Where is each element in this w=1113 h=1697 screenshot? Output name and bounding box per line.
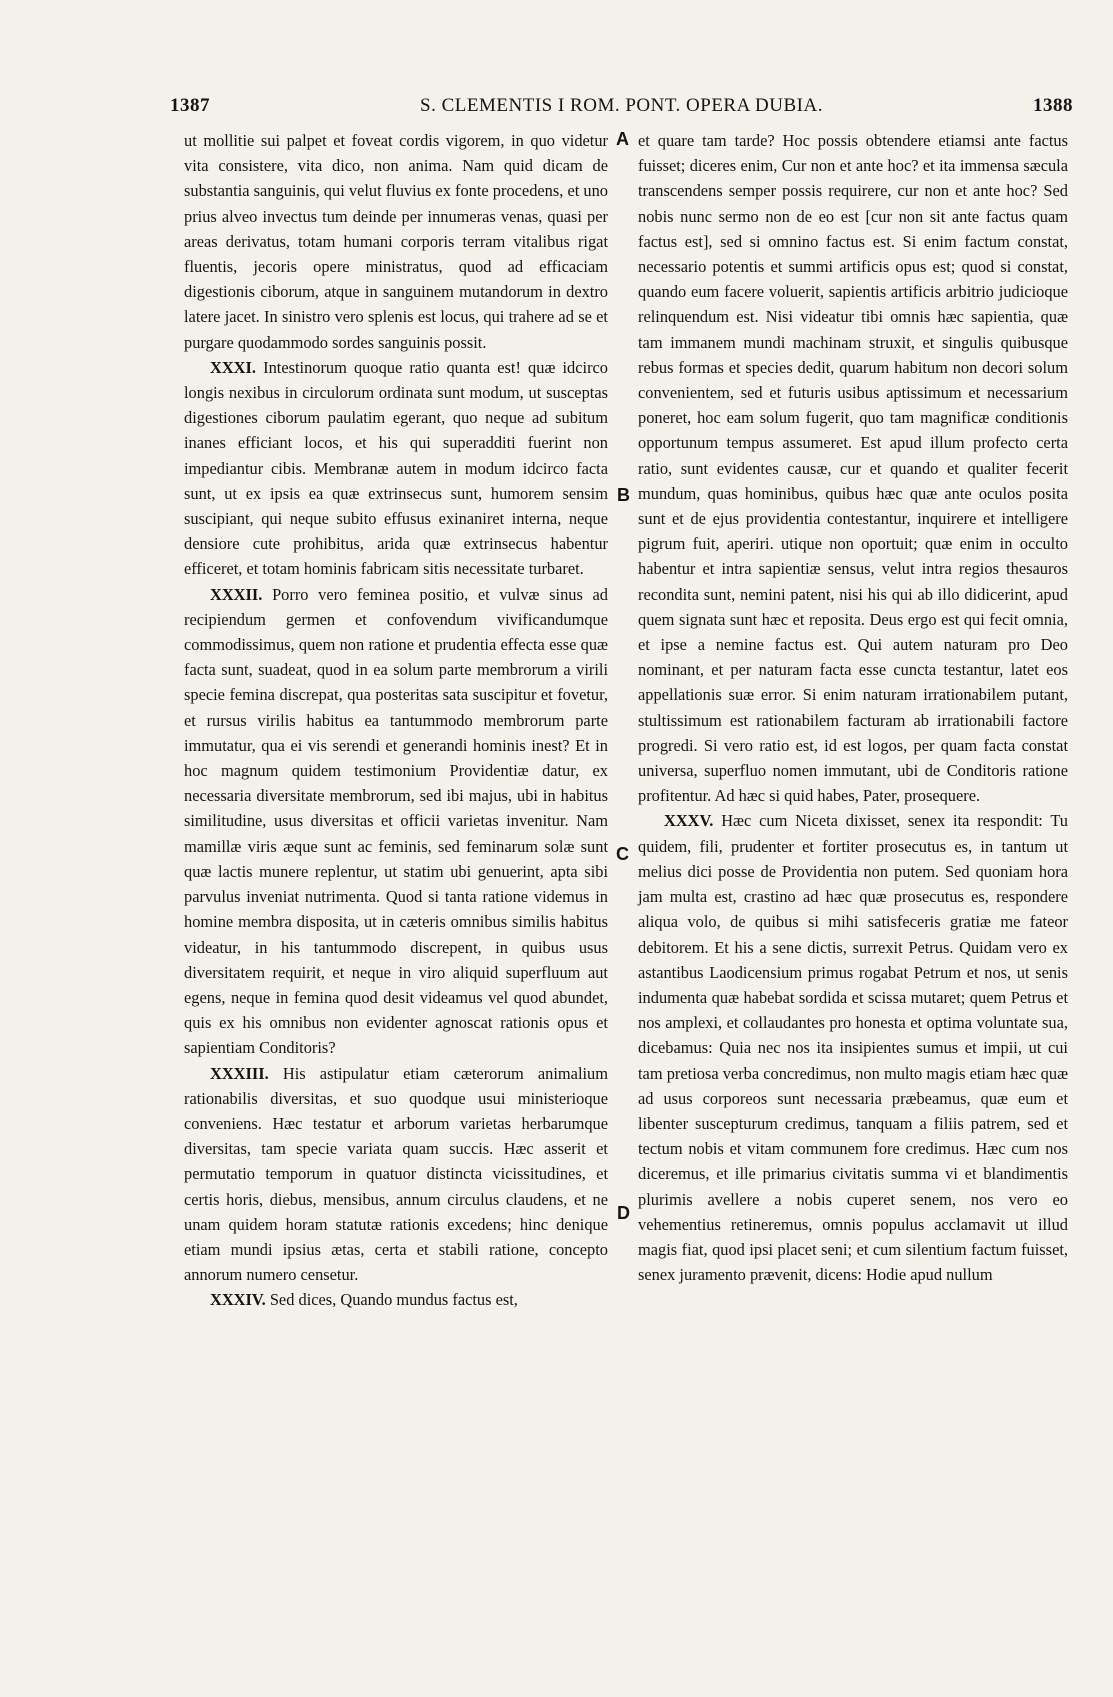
- paragraph-text: Intestinorum quoque ratio quanta est! quæ idcirco longis nexibus in circulorum ordinata sunt modum, ut susceptas digestiones ciborum paulatim egerant, quo neque ad subitum inanes efficiant locos, et his qui superadditi fuerint non impediantur cibis. Membranæ autem in modum idcirco facta sunt, ut ex ipsis ea quæ extrinsecus sunt, humorem sensim suscipiant, qui neque subito effusus exinaniret interna, neque densiore cute prohibitus, arida quæ extrinsecus habentur efficeret, et totam hominis fabricam sitis necessitate turbaret.: [184, 357, 608, 579]
- section-number: XXXII.: [210, 584, 263, 604]
- paragraph: [638, 128, 1068, 808]
- paragraph-text: Hæc cum Niceta dixisset, senex ita respondit: Tu quidem, fili, prudenter et fortiter prosecutus es, in tantum ut melius dici posse de Providentia non putem. Sed quoniam hora jam multa est, crastino ad hæc quæ prosecutus es, respondere aliqua volo, de quibus si mihi satisfeceris gratiæ me fateor debitorem. Et his a sene dictis, surrexit Petrus. Quidam vero ex astantibus Laodicensium primus rogabat Petrum et nos, ut senis indumenta quæ habebat sordida et scissa mutaret; quem Petrus et nos amplexi, et collaudantes pro honesta et optima voluntate sua, dicebamus: Quia nec nos ita insipientes sumus et impii, ut cui tam pretiosa verba concredimus, non multo magis etiam hæc quæ ad usus corporeos sunt necessaria præbeamus, quæ eum et libenter suscepturum credimus, tanquam a filiis patrem, sed et tectum nobis et vitam communem fore credimus. Hæc cum nos diceremus, et ille primarius civitatis summa vi et blandimentis plurimis avellere a nobis cuperet senem, nos vero eo vehementius retineremus, omnis populus acclamavit ut illud magis fiat, quod ipsi placet seni; et cum silentium factum fuisset, senex juramento prævenit, dicens: Hodie apud nullum: [638, 811, 1068, 1285]
- right-column: [638, 128, 1068, 1287]
- paragraph: [184, 128, 608, 355]
- paragraph: [638, 808, 1068, 1287]
- paragraph: [184, 1287, 608, 1312]
- margin-letter-b: B: [617, 485, 630, 505]
- section-number: XXXI.: [210, 357, 256, 377]
- paragraph-text: Porro vero feminea positio, et vulvæ sinus ad recipiendum germen et confovendum vivificandumque commodissimus, quem non ratione et prudentia effecta esse quæ facta sunt, suadeat, quod in ea solum parte membrorum a virili specie femina discrepat, qua posteritas sata suscipitur et fovetur, et rursus virilis habitus ea tantummodo membrorum parte immutatur, qua ei vis serendi et generandi hominis inest? Et in hoc magnum quidem testimonium Providentiæ datur, ex necessaria diversitate membrorum, sed ibi majus, ubi in habitus similitudine, usus diversitas et officii varietas invenitur. Nam mamillæ viris æque sunt ac feminis, sed feminarum solæ sunt quæ lactis munere replentur, ut statim ubi genuerint, apta sibi parvulus inveniat nutrimenta. Quod si tanta ratione videmus in homine membra disposita, ut in cæteris omnibus similis habitus videatur, in his tantummodo discrepent, in quibus usus diversitatem requirit, et neque in viro aliquid superfluum aut egens, neque in femina quod desit videamus vel quod abundet, quis ex his omnibus non evidenter agnoscat rationis opus et sapientiam Conditoris?: [184, 584, 608, 1058]
- running-header: [170, 95, 1073, 121]
- paragraph: [184, 582, 608, 1061]
- paragraph-text: His astipulatur etiam cæterorum animalium rationabilis diversitas, et suo quodque usui ministerioque conveniens. Hæc testatur et arborum varietas herbarumque diversitas, tam specie variata quam succis. Hæc asserit et permutatio temporum in quatuor distincta vicissitudines, et certis horis, diebus, mensibus, annum circulus claudens, et ne unam quidem horam statutæ rationis excedens; hinc denique etiam mundi ipsius ætas, certa et stabili ratione, concepto annorum numero censetur.: [184, 1063, 608, 1285]
- left-column: [184, 128, 608, 1313]
- paragraph: [184, 355, 608, 582]
- margin-letter-d: D: [617, 1203, 630, 1223]
- paragraph-text: ut mollitie sui palpet et foveat cordis vigorem, in quo videtur vita consistere, vita dico, non anima. Nam quid dicam de substantia sanguinis, qui velut fluvius ex fonte procedens, et uno prius alveo invectus tum deinde per innumeras venas, quasi per areas derivatus, totam humani corporis terram vitalibus rigat fluentis, jecoris opere ministratus, quod ad efficaciam digestionis ciborum, atque in sanguinem mutandorum in dextro latere jacet. In sinistro vero splenis est locus, qui trahere ad se et purgare quodammodo sordes sanguinis possit.: [184, 131, 608, 352]
- paragraph-text: Sed dices, Quando mundus factus est,: [265, 1290, 518, 1310]
- page-number-left: 1387: [170, 95, 210, 116]
- page-number-right: 1388: [1033, 95, 1073, 116]
- margin-letter-a: A: [616, 129, 629, 149]
- section-number: XXXV.: [664, 811, 714, 831]
- margin-letter-c: C: [616, 844, 629, 864]
- running-title: S. CLEMENTIS I ROM. PONT. OPERA DUBIA.: [420, 95, 823, 116]
- paragraph-text: et quare tam tarde? Hoc possis obtendere etiamsi ante factus fuisset; diceres enim, Cur non et ante hoc? et ita immensa sæcula transcendens semper possis requirere, cur non et ante hoc? Sed nobis nunc sermo non de eo est [cur non sit ante factus quam factus est], sed si omnino factus est. Si enim factum constat, necessario potentis et summi artificis opus est; quod si constat, quando eum facere voluerit, sapientis artificis arbitrio judicioque relinquendum est. Nisi videatur tibi omnis hæc sapientia, quæ tam immanem mundi machinam struxit, et singulis quibusque rebus formas et species dedit, quarum habitum non decori solum convenientem, sed et futuris usibus aptissimum et necessarium poneret, hoc eam solum fugerit, quo tam magnificæ conditionis opportunum tempus assumeret. Est apud illum profecto certa ratio, sunt evidentes causæ, cur et quando et qualiter fecerit mundum, quas hominibus, quibus hæc quæ ante oculos posita sunt et de ejus providentia contestantur, inquirere et intelligere pigrum fuit, aperiri. utique non oportuit; quæ enim in occulto habentur et intra sapientiæ sensus, velut intra regios thesauros recondita sunt, nemini patent, nisi his qui ab illo didicerint, apud quem signata sunt hæc et reposita. Deus ergo est qui fecit omnia, et ipse a nemine factus est. Qui autem naturam pro Deo nominant, et per naturam facta esse cuncta testantur, latet eos appellationis suæ error. Si enim naturam irrationabilem putant, stultissimum est rationabilem facturam ab irrationabili factore progredi. Si vero ratio est, id est logos, per quam facta constat universa, superfluo nomen immutant, ubi de Conditoris ratione profitentur. Ad hæc si quid habes, Pater, prosequere.: [638, 131, 1068, 806]
- section-number: XXXIV.: [210, 1290, 266, 1310]
- section-number: XXXIII.: [210, 1063, 269, 1083]
- paragraph: [184, 1061, 608, 1288]
